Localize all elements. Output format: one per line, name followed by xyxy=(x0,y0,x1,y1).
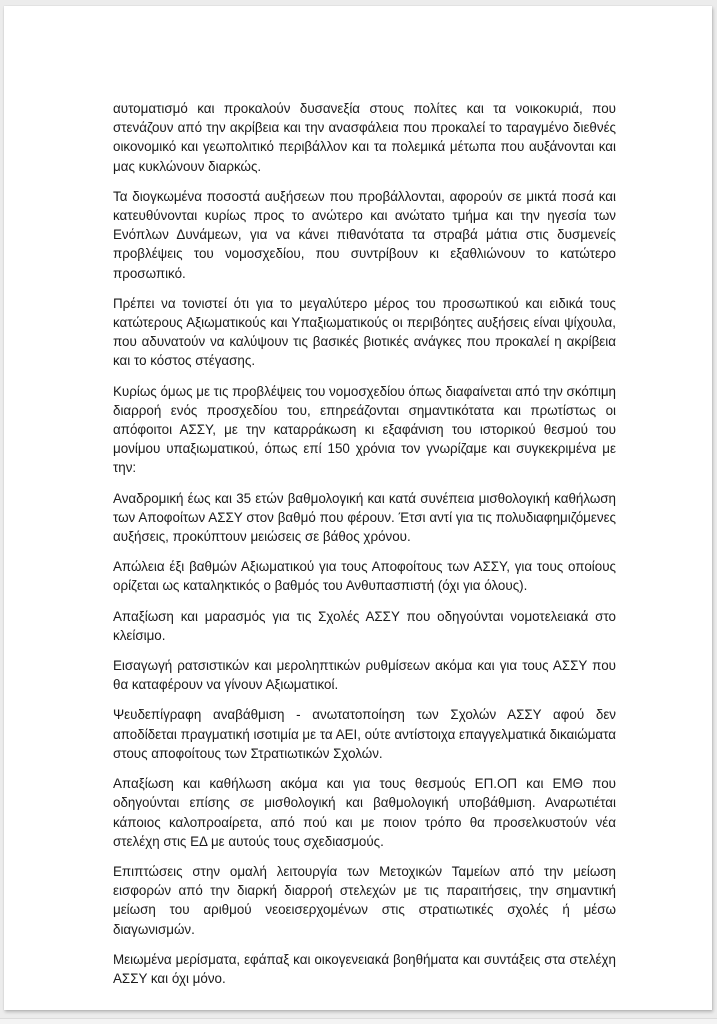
paragraph-lower-ranks: Πρέπει να τονιστεί ότι για το μεγαλύτερο μέρος του προσωπικού και ειδικά τους κατώτερους Αξιωματικούς και Υπαξιωματικούς οι περιβόητες αυξήσεις είναι ψίχουλα, που αδυνατούν να καλύψουν τις βασικές βιοτικές ανάγκες που προκαλεί η ακρίβεια και το κόστος στέγασης. xyxy=(113,295,616,369)
next-page-edge xyxy=(0,1018,717,1024)
paragraph-pension-funds: Επιπτώσεις στην ομαλή λειτουργία των Μετοχικών Ταμείων από την μείωση εισφορών από την διαρκή διαρροή στελεχών με τις παραιτήσεις, την σημαντική μείωση του αριθμού νεοεισερχομένων στις στρατιωτικές σχολές ή μέσω διαγωνισμών. xyxy=(113,863,616,937)
paragraph-retroactive-freeze: Αναδρομική έως και 35 ετών βαθμολογική και κατά συνέπεια μισθολογική καθήλωση των Αποφοίτων ΑΣΣΥ στον βαθμό που φέρουν. Έτσι αντί για τις πολυδιαφημιζόμενες αυξήσεις, προκύπτουν μειώσεις σε βάθος χρόνου. xyxy=(113,490,616,545)
paragraph-schools-decline: Απαξίωση και μαρασμός για τις Σχολές ΑΣΣΥ που οδηγούνται νομοτελειακά στο κλείσιμο. xyxy=(113,608,616,643)
paragraph-false-upgrade: Ψευδεπίγραφη αναβάθμιση - ανωτατοποίηση των Σχολών ΑΣΣΥ αφού δεν αποδίδεται πραγματική ισοτιμία με τα ΑΕΙ, ούτε αντίστοιχα επαγγελματικά δικαιώματα στους αποφοίτους των Στρατιωτικών Σχολών. xyxy=(113,707,616,761)
paragraph-reduced-benefits: Μειωμένα μερίσματα, εφάπαξ και οικογενειακά βοηθήματα και συντάξεις στα στελέχη ΑΣΣΥ και όχι μόνο. xyxy=(113,951,616,986)
paragraph-epop-emth: Απαξίωση και καθήλωση ακόμα και για τους θεσμούς ΕΠ.ΟΠ και ΕΜΘ που οδηγούνται επίσης σε μισθολογική και βαθμολογική υποβάθμιση. Αναρωτιέται κάποιος καλοπροαίρετα, από πού και με ποιον τρόπο θα προσελκυστούν νέα στελέχη στις ΕΔ με αυτούς τους σχεδιασμούς. xyxy=(113,776,616,849)
paragraph-loss-of-ranks: Απώλεια έξι βαθμών Αξιωματικού για τους Αποφοίτους των ΑΣΣΥ, για τους οποίους ορίζεται ως καταληκτικός ο βαθμός του Ανθυπασπιστή (όχι για όλους). xyxy=(113,559,616,594)
document-page xyxy=(4,6,712,1010)
paragraph-assy-graduates: Κυρίως όμως με τις προβλέψεις του νομοσχεδίου όπως διαφαίνεται από την σκόπιμη διαρροή ενός προσχεδίου του, επηρεάζονται σημαντικότατα και πρωτίστως οι απόφοιτοι ΑΣΣΥ, με την καταρράκωση κι εξαφάνιση του ιστορικού θεσμού του μονίμου υπαξιωματικού, όπως επί 150 χρόνια τον γνωρίζαμε και συγκεκριμένα με την: xyxy=(113,383,616,476)
paragraph-intro-continuation: αυτοματισμό και προκαλούν δυσανεξία στους πολίτες και τα νοικοκυριά, που στενάζουν από την ακρίβεια και την ανασφάλεια που προκαλεί το ταραγμένο διεθνές οικονομικό και γεωπολιτικό περιβάλλον και τα πολεμικά μέτωπα που αυξάνονται και μας κυκλώνουν διαρκώς. xyxy=(113,101,616,174)
document-body xyxy=(113,99,616,999)
paragraph-salary-increases: Τα διογκωμένα ποσοστά αυξήσεων που προβάλλονται, αφορούν σε μικτά ποσά και κατευθύνονται κυρίως προς το ανώτερο και ανώτατο τμήμα και την ηγεσία των Ενόπλων Δυνάμεων, για να κάνει πιθανότατα τα στραβά μάτια στις δυσμενείς προβλέψεις του νομοσχεδίου, που συντρίβουν κι εξαθλιώνουν το κατώτερο προσωπικό. xyxy=(113,188,616,281)
paragraph-discriminatory-rules: Εισαγωγή ρατσιστικών και μεροληπτικών ρυθμίσεων ακόμα και για τους ΑΣΣΥ που θα καταφέρουν να γίνουν Αξιωματικοί. xyxy=(113,658,616,693)
